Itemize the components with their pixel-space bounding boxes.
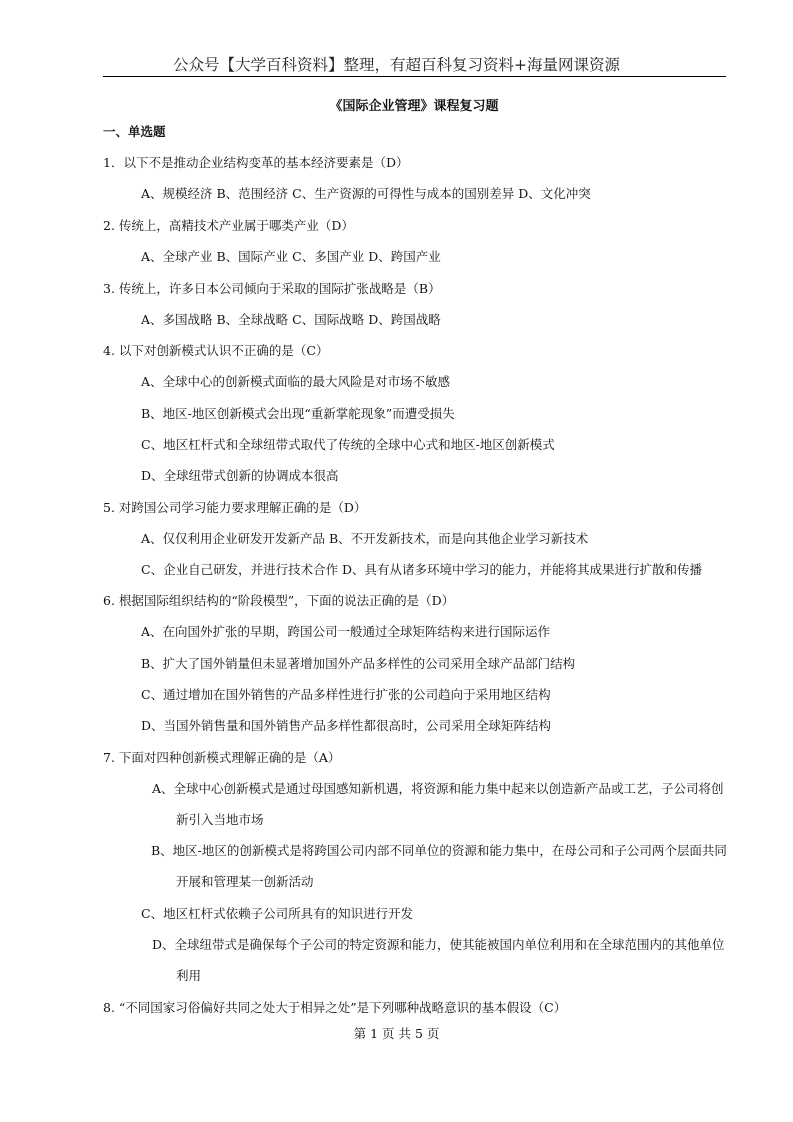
question-6: 6. 根据国际组织结构的“阶段模型”，下面的说法正确的是（D） bbox=[103, 593, 455, 608]
question-7-option-c: C、地区杠杆式依赖子公司所具有的知识进行开发 bbox=[141, 906, 414, 921]
question-5-options-ab: A、仅仅利用企业研发开发新产品 B、不开发新技术，而是向其他企业学习新技术 bbox=[141, 531, 589, 546]
question-6-option-b: B、扩大了国外销量但未显著增加国外产品多样性的公司采用全球产品部门结构 bbox=[141, 656, 576, 671]
question-7-option-a: A、全球中心创新模式是通过母国感知新机遇，将资源和能力集中起来以创造新产品或工艺，子公司将创 bbox=[152, 781, 724, 796]
question-7: 7. 下面对四种创新模式理解正确的是（A） bbox=[103, 750, 341, 765]
question-7-option-a-cont: 新引入当地市场 bbox=[176, 812, 264, 827]
question-6-option-d: D、当国外销售量和国外销售产品多样性都很高时，公司采用全球矩阵结构 bbox=[141, 718, 552, 733]
page-footer: 第 1 页 共 5 页 bbox=[353, 1026, 440, 1041]
header-rule bbox=[103, 76, 726, 77]
question-5-options-cd: C、企业自己研发，并进行技术合作 D、具有从诸多环境中学习的能力，并能将其成果进行扩散和传播 bbox=[141, 562, 703, 577]
question-4-option-d: D、全球纽带式创新的协调成本很高 bbox=[141, 468, 339, 483]
question-3: 3. 传统上，许多日本公司倾向于采取的国际扩张战略是（B） bbox=[103, 281, 441, 296]
section-heading: 一、单选题 bbox=[103, 124, 166, 139]
question-4-option-a: A、全球中心的创新模式面临的最大风险是对市场不敏感 bbox=[141, 374, 451, 389]
question-4: 4. 以下对创新模式认识不正确的是（C） bbox=[103, 343, 329, 358]
question-7-option-b-cont: 开展和管理某一创新活动 bbox=[176, 874, 314, 889]
question-8: 8. “不同国家习俗偏好共同之处大于相异之处”是下列哪种战略意识的基本假设（C） bbox=[103, 1000, 567, 1015]
page-header: 公众号【大学百科资料】整理，有超百科复习资料+海量网课资源 bbox=[173, 56, 620, 74]
question-2: 2. 传统上，高精技术产业属于哪类产业（D） bbox=[103, 218, 354, 233]
question-3-options: A、多国战略 B、全球战略 C、国际战略 D、跨国战略 bbox=[141, 312, 441, 327]
question-6-option-a: A、在向国外扩张的早期，跨国公司一般通过全球矩阵结构来进行国际运作 bbox=[141, 624, 551, 639]
question-6-option-c: C、通过增加在国外销售的产品多样性进行扩张的公司趋向于采用地区结构 bbox=[141, 687, 551, 702]
question-7-option-d: D、全球纽带式是确保每个子公司的特定资源和能力，使其能被国内单位利用和在全球范围内的其他单位 bbox=[152, 937, 725, 952]
question-1: 1．以下不是推动企业结构变革的基本经济要素是（D） bbox=[103, 155, 409, 170]
question-4-option-c: C、地区杠杆式和全球纽带式取代了传统的全球中心式和地区-地区创新模式 bbox=[141, 437, 555, 452]
question-1-options: A、规模经济 B、范围经济 C、生产资源的可得性与成本的国别差异 D、文化冲突 bbox=[141, 186, 591, 201]
question-4-option-b: B、地区-地区创新模式会出现“重新掌舵现象”而遭受损失 bbox=[141, 406, 455, 421]
question-2-options: A、全球产业 B、国际产业 C、多国产业 D、跨国产业 bbox=[141, 249, 441, 264]
document-title: 《国际企业管理》课程复习题 bbox=[329, 99, 499, 114]
question-7-option-b: B、地区-地区的创新模式是将跨国公司内部不同单位的资源和能力集中，在母公司和子公司两个层面共同 bbox=[151, 843, 727, 858]
question-5: 5. 对跨国公司学习能力要求理解正确的是（D） bbox=[103, 500, 367, 515]
question-7-option-d-cont: 利用 bbox=[176, 968, 202, 983]
